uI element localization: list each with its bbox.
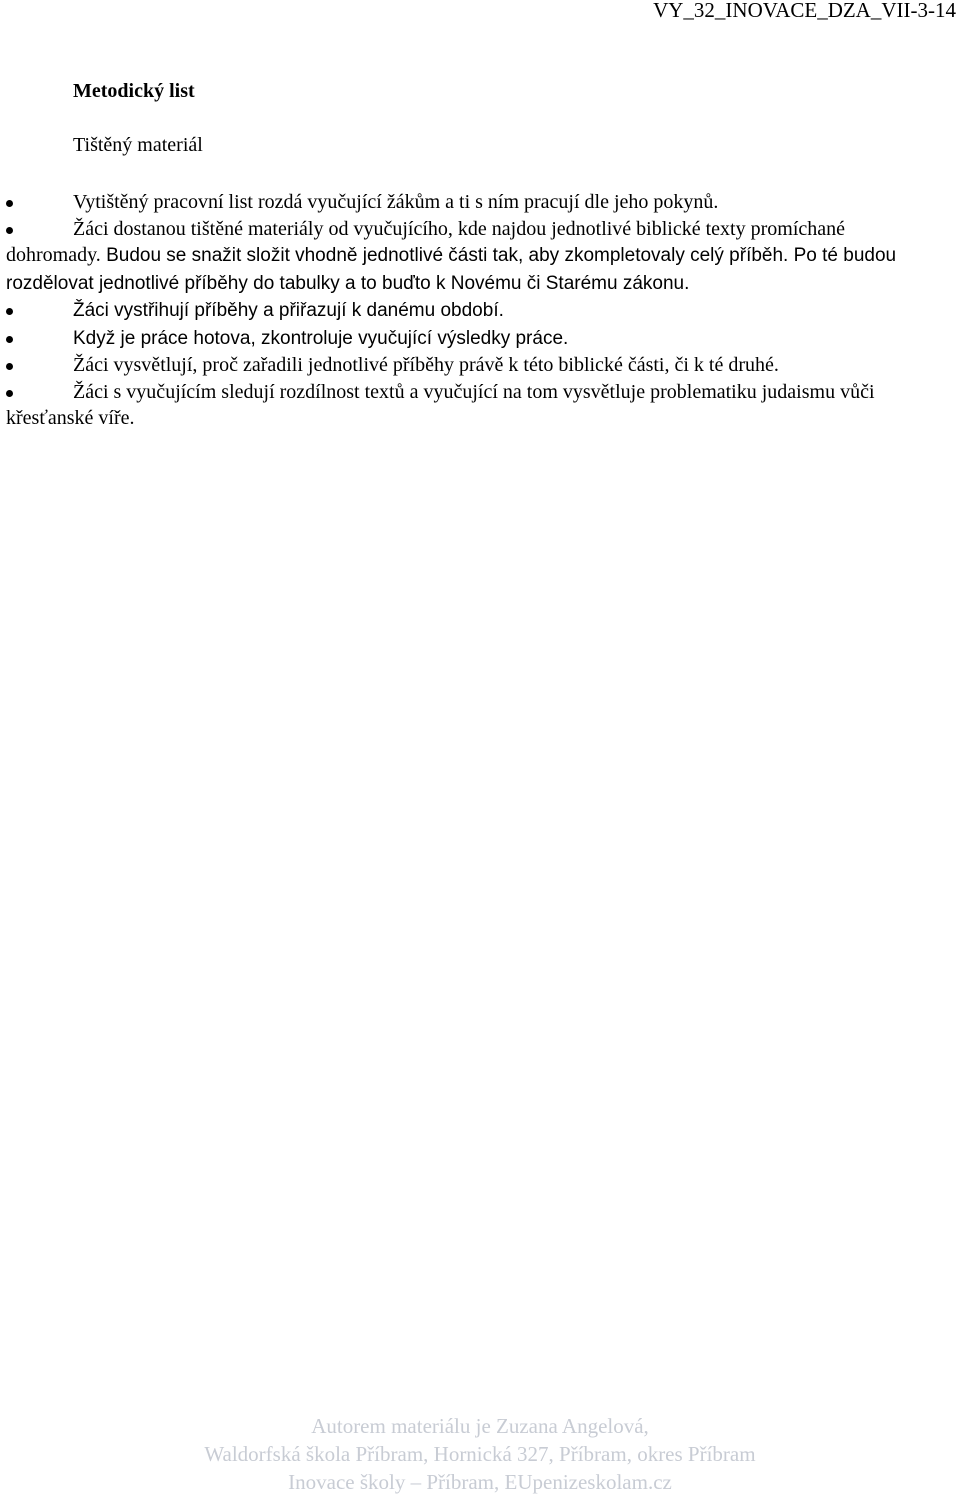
page-subtitle: Tištěný materiál (73, 134, 203, 156)
list-item (0, 325, 930, 353)
bullet-icon (6, 363, 13, 370)
list-item-text-sans: Po té budou rozdělovat jednotlivé příběhy do tabulky a to buďto k Novému či Starému zákonu. (6, 245, 897, 294)
bullet-icon (6, 390, 13, 397)
document-code: VY_32_INOVACE_DZA_VII-3-14 (653, 0, 956, 22)
footer-author: Autorem materiálu je Zuzana Angelová, (311, 1414, 649, 1438)
bullet-icon (6, 227, 13, 234)
list-item (0, 216, 930, 298)
list-item-text: Žáci dostanou tištěné materiály od vyučujícího, kde najdou jednotlivé biblické texty promíchané dohromady. (6, 217, 846, 266)
list-item-text: Žáci vystřihují příběhy a přiřazují k danému období. (73, 300, 504, 321)
list-item-text: Žáci s vyučujícím sledují rozdílnost textů a vyučující na tom vysvětluje problematiku judaismu vůči křesťanské víře. (6, 380, 875, 429)
list-item (0, 189, 930, 216)
list-item (0, 352, 930, 379)
list-item-text: Žáci vysvětlují, proč zařadili jednotlivé příběhy právě k této biblické části, či k té druhé. (73, 354, 779, 376)
footer-project: Inovace školy – Příbram, EUpenizeskolam.cz (288, 1470, 672, 1494)
list-item-text: Vytištěný pracovní list rozdá vyučující žákům a ti s ním pracují dle jeho pokynů. (73, 191, 719, 213)
list-item-text-sans: Budou se snažit složit vhodně jednotlivé části tak, aby zkompletovaly celý příběh. (100, 245, 789, 266)
bullet-icon (6, 200, 13, 207)
page-footer (0, 1412, 960, 1496)
bullet-icon (6, 336, 13, 343)
instruction-list (0, 189, 930, 432)
footer-school: Waldorfská škola Příbram, Hornická 327, Příbram, okres Příbram (204, 1442, 756, 1466)
list-item (0, 379, 930, 432)
bullet-icon (6, 308, 13, 315)
list-item-text: Když je práce hotova, zkontroluje vyučující výsledky práce. (73, 327, 569, 349)
list-item (0, 297, 930, 325)
page-title: Metodický list (73, 80, 195, 102)
